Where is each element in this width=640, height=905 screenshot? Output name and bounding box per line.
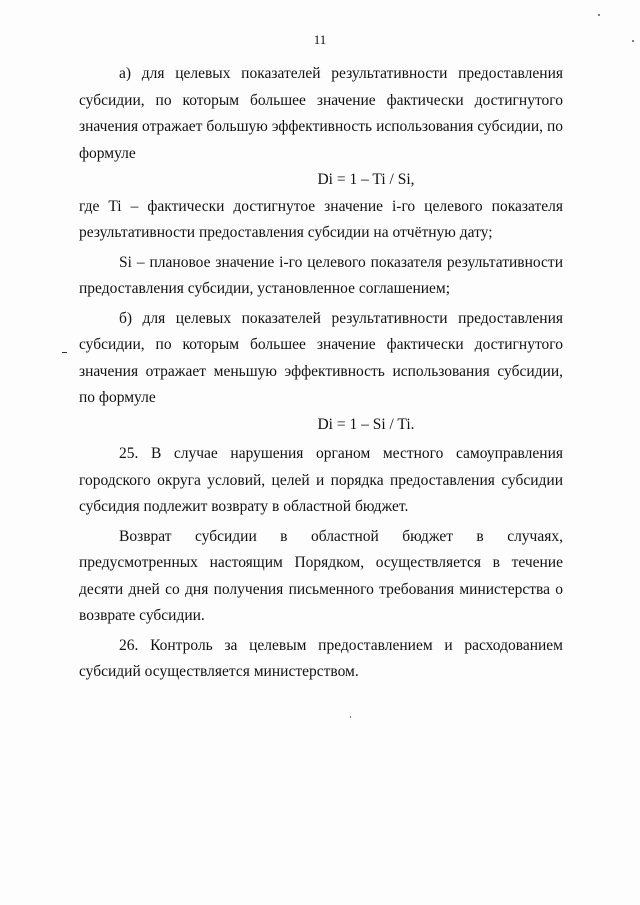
- formula-1: Di = 1 – Ti / Si,: [317, 171, 415, 188]
- paragraph-b: б) для целевых показателей результативности предоставления субсидии, по которым большее значение фактически достигнутого значения отражает меньшую эффективность использования субсидии, по формуле: [79, 309, 563, 406]
- paragraph-26: 26. Контроль за целевым предоставлением и расходованием субсидий осуществляется министерством.: [79, 636, 563, 680]
- formula-2: Di = 1 – Si / Ti.: [317, 415, 415, 433]
- scan-speck: [350, 716, 351, 718]
- paragraph-ti-definition: где Ti – фактически достигнутое значение i-го целевого показателя результативности предоставления субсидии на отчётную дату;: [79, 197, 563, 241]
- paragraph-si-definition: Si – плановое значение i-го целевого показателя результативности предоставления субсидии, установленное соглашением;: [79, 253, 563, 297]
- paragraph-a: а) для целевых показателей результативности предоставления субсидии, по которым большее значение фактически достигнутого значения отражает большую эффективность использования субсидии, по формуле: [79, 65, 563, 162]
- paragraph-return: Возврат субсидии в областной бюджет в случаях, предусмотренных настоящим Порядком, осуществляется в течение десяти дней со дня получения письменного требования министерства о возврате субсидии.: [79, 527, 563, 624]
- paragraph-25: 25. В случае нарушения органом местного самоуправления городского округа условий, целей и порядка предоставления субсидии субсидия подлежит возврату в областной бюджет.: [79, 445, 563, 515]
- scan-speck: [632, 40, 634, 42]
- document-body: [79, 61, 563, 686]
- page-number: 11: [313, 32, 327, 47]
- scan-speck: [598, 14, 600, 16]
- scan-mark: [62, 352, 67, 353]
